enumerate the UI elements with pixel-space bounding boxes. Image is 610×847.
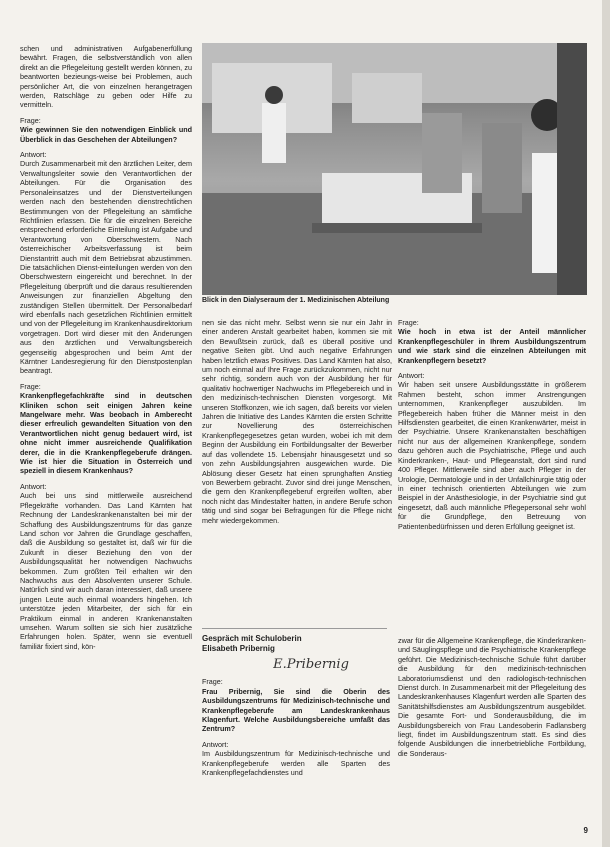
column-left — [20, 44, 192, 657]
question-label: Frage: — [20, 381, 41, 391]
answer-label: Antwort: — [20, 150, 47, 160]
answer: Durch Zusammenarbeit mit den ärztlichen Leiter, dem Verwaltungsleiter sowie den Verantwortlichen der Abteilungen. Für die Organisation des Personaleinsatzes und der Dienstverteilungen werden nach den bestehenden dienstrechtlichen Bestimmungen von der Pflegeleitung an sämtliche Richtlinien erlassen. Die für die einzelnen Bereiche entsprechend erforderliche Einteilung ist Aufgabe und Verantwortung von Oberschwestern. Nach österreichischer Arbeitsverfassung ist beim Dienstantritt auch mit dem Betriebsrat abzustimmen. Die tatsächlichen Dienst-einteilungen werden von den Oberschwestern eingereicht und berechnet. In der Pflegeleitung überprüft und die daraus resultierenden Anweisungen zur finanziellen Abgeltung den zuständigen Stellen übermittelt. Der Personalbedarf wird ebenfalls nach gesetzlichen Richtlinien ermittelt und von der Pflegeleitung im Krankenhausdirektorium vorgetragen. Dort wird dieser mit den Änderungen aus den ärztlichen und Verwaltungsbereich gegenseitig abgesprochen und beim Amt der Kärntner Landesregierung für den Dienstpostenplan beantragt. — [20, 159, 192, 376]
answer-label: Antwort: — [202, 739, 229, 749]
column-right-bottom — [398, 636, 586, 764]
interview-heading — [202, 634, 390, 654]
heading-line-1: Gespräch mit Schuloberin — [202, 634, 302, 643]
question: Wie hoch in etwa ist der Anteil männlicher Krankenpflegeschüler in Ihrem Ausbildungszentrum und wie stark sind die einzelnen Abteilungen mit Krankenpflegern besetzt? — [398, 327, 586, 365]
question: Krankenpflegefachkräfte sind in deutschen Kliniken schon seit einigen Jahren keine Mangelware mehr. Was beobach in Amberecht dieser erfreulich gewandelten Situation von den Verantwortlichen nicht genug bedauert wird, ist ohne nicht immer ausreichende Qualifikation derer, die in die Krankenpflegeberufe drängen. Wie ist hier die Situation in Österreich und speziell in diesem Krankenhaus? — [20, 391, 192, 476]
photo-caption: Blick in den Dialyseraum der 1. Medizinischen Abteilung — [202, 297, 390, 304]
column-right — [398, 318, 586, 537]
heading-line-2: Elisabeth Pribernig — [202, 644, 275, 653]
question-label: Frage: — [20, 115, 41, 125]
paragraph: schen und administrativen Aufgabenerfüllung bewährt. Fragen, die selbstverständlich von allen direkt an die Pflegeleitung gestellt werden können, zu beantworten bezieungs-weise bei Problemen, auch persönlicher Art, die von einzelnen herangetragen werden, Ratschläge zu geben oder Hilfe zu vermitteln. — [20, 44, 192, 110]
dialysis-room-photo — [202, 43, 587, 295]
answer: Auch bei uns sind mittlerweile ausreichend Pflegekräfte vorhanden. Das Land Kärnten hat Rechnung der Landeskrankenanstalten bei mir der Schaffung des Ausbildungszentrums für das ganze Land schon vor Jahren die Grundlage geschaffen, daß die Ausbildung so gestaltet ist, daß wir für die Zukunft in dieser Beziehung den von der Ausbildungsqualität her notwendigen Nachwuchs bekommen. Zum größten Teil erhalten wir den Nachwuchs aus den Absolventen unserer Schule. Natürlich sind wir auch daran interessiert, daß unsere jungen Leute auch einmal woanders hingehen. Ich unterstütze jeden Mitarbeiter, der sich für ein Praktikum einmal in anderen Krankenanstalten umsehen. Warum sollten sie sich hier zusätzliche Erfahrungen holen. Später, wenn sie eventuell familiär fixiert sind, kön- — [20, 491, 192, 651]
answer: Im Ausbildungszentrum für Medizinisch-technische und Krankenpflegeberufe werden alle Sparten des Krankenpflegefachdienstes und — [202, 749, 390, 778]
answer-label: Antwort: — [398, 371, 425, 381]
question-label: Frage: — [398, 318, 419, 327]
paragraph: zwar für die Allgemeine Krankenpflege, die Kinderkranken- und Säuglingspflege und die Psychiatrische Krankenpflege geführt. Die Medizinisch-technische Schule führt darüber die Ausbildung für den medizinisch-technischen Laboratoriumsdienst und den radiologisch-technischen Dienst durch. In Zusammenarbeit mit der Pflegeleitung des Landeskrankenhauses Klagenfurt werden alle Sparten des Sanitätshilfsdienstes am Ausbildungszentrum ausgebildet. Die gesamte Fort- und Sonderausbildung, die im Ausbildungsbereich von Frau Landesoberin Fadlansberg liegt, findet im Ausbildungszentrum statt. Es sind dies folgende Ausbildungen die innerbetriebliche Fortbildung, die Sonderaus- — [398, 636, 586, 758]
page-number: 9 — [583, 826, 588, 835]
signature: E.Pribernig — [273, 657, 349, 672]
page-edge — [602, 0, 610, 847]
question: Frau Pribernig, Sie sind die Oberin des Ausbildungszentrums für Medizinisch-technische und Krankenpflegeberufe am Landeskrankenhaus Klagenfurt. Welche Ausbildungsbereiche umfaßt das Zentrum? — [202, 686, 390, 734]
answer: Wir haben seit unsere Ausbildungsstätte in größerem Rahmen besteht, schon immer Anstrengungen unternommen, Krankenpfleger auszubilden. Im Pflegebereich haben früher die Männer meist in den Hilfsdiensten gearbeitet, die einen Krankenwärter, meist in der Psychiatrie. Unsere Krankenanstalten beschäftigen nicht nur aus der allgemeinen Krankenpflege, sondern dazu gehören auch die Psychiatrische, Pflege und auch Kinderkranken-, Haut- und Pflegeanstalt, dort sind rund 400 Pfleger. Mittlerweile sind aber auch Pfleger in der Urologie, Dermatologie und in der Unfallchirurgie tätig oder in einer technisch orientierten Abteilungen wie zum Beispiel in der Anästhesiologie, in der Psychiatrie sind gut eingesetzt, daß auch männliche Pflegepersonal sehr wohl für die Grundpflege, den Betreuung von Patientenbedürfnissen und deren Erfüllung geeignet ist. — [398, 380, 586, 531]
paragraph: nen sie das nicht mehr. Selbst wenn sie nur ein Jahr in einer anderen Anstalt gearbeitet haben, kommen sie mit den Bewußtsein zurück, daß es überall positive und negative Seiten gibt. Und auch negative Erfahrungen haben letztlich etwas Positives. Das Land Kärnten hat also, um noch einmal auf Ihre Frage zurückzukommen, nicht nur sehr richtig, sondern auch von der Ausbildung her für qualitativ hochwertiger Nachwuchs im Pflegebereich und in den medizinisch-technischen Diensten vorgesorgt. Mit unseren Stoffkonzen, wie ich sagen, daß bereits vor vielen Jahren die Initiative des Landes Kärnten die ersten Schritte zur Novellierung des österreichischen Krankenpflegegesetzes getan wurden, wobei ich mit dem Beginn der Ausbildung ein Fortbildungsalter der Bewerber auf das vollendete 15. Lebensjahr hinausgesetzt und so von zehn Ausbildungsjahren ausgewichen wurde. Die Ablösung dieser Gesetz hat einen sprunghaften Anstieg von Bewerbern gebracht. Zuvor sind drei junge Menschen, die gern den Krankenpflegeberuf ergreifen wollten, aber noch nicht das Mindestalter hatten, in andere Berufe schon tätig und sind sogar bei Befragungen für die Pflege nicht mehr wiedergekommen. — [202, 318, 392, 525]
photo-illustration — [202, 43, 587, 295]
question-label: Frage: — [202, 677, 223, 687]
question: Wie gewinnen Sie den notwendigen Einblick und Überblick in das Geschehen der Abteilungen? — [20, 125, 192, 144]
interview-section — [202, 634, 390, 783]
section-divider — [202, 628, 387, 629]
answer-label: Antwort: — [20, 481, 47, 491]
column-middle — [202, 318, 392, 531]
